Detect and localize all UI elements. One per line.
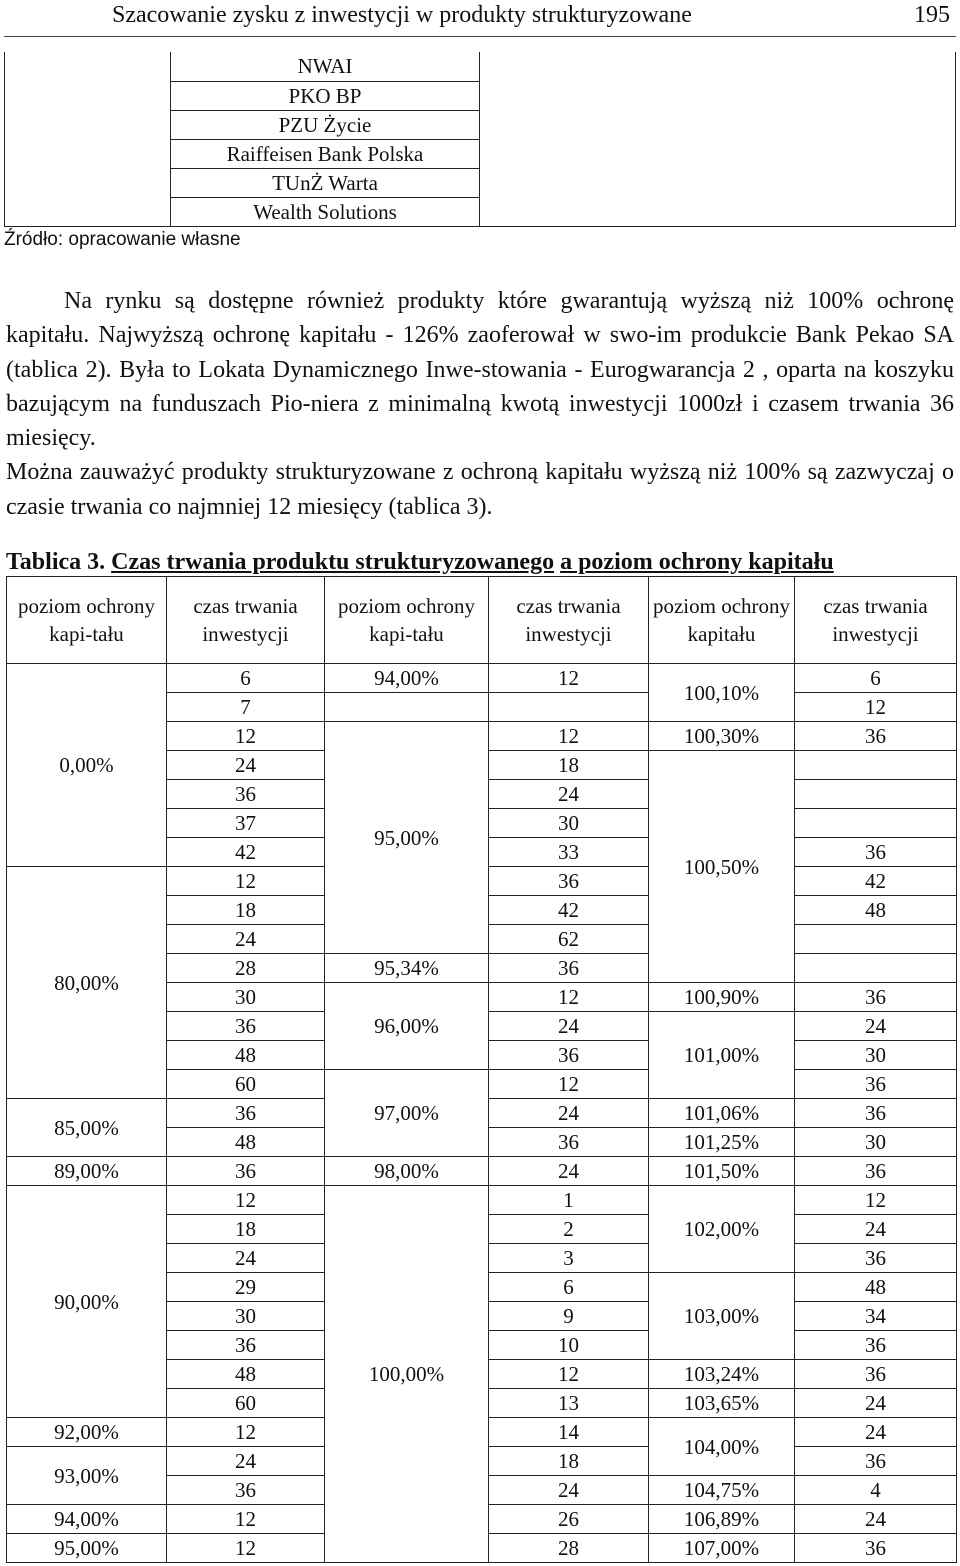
institution-cell: Wealth Solutions [171,197,479,227]
duration-cell: 24 [795,1389,957,1418]
duration-cell: 18 [489,1447,649,1476]
duration-cell: 36 [167,1331,325,1360]
duration-cell: 36 [167,1476,325,1505]
duration-cell: 37 [167,809,325,838]
duration-cell: 36 [795,1360,957,1389]
level-cell: 95,34% [325,954,489,983]
duration-cell [795,809,957,838]
duration-cell: 24 [795,1012,957,1041]
duration-cell: 12 [167,1186,325,1215]
paragraph-1: Na rynku są dostępne również produkty które gwarantują wyższą niż 100% ochronę kapitału. Najwyższą ochronę kapitału - 126% zaoferował w swo-im produkcie Bank Pekao SA (tablica 2). Była to Lokata Dynamicznego Inwe-stowania - Eurogwarancja 2 , oparta na koszyku bazującym na funduszach Pio-niera z minimalną kwotą inwestycji 1000zł i czasem trwania 36 miesięcy. [6,288,954,452]
institution-cell: TUnŻ Warta [171,168,479,198]
duration-cell: 24 [167,1244,325,1273]
duration-cell: 24 [795,1418,957,1447]
duration-cell [795,925,957,954]
level-cell: 95,00% [325,722,489,954]
duration-cell: 12 [489,983,649,1012]
duration-cell: 60 [167,1070,325,1099]
duration-cell: 48 [795,896,957,925]
page-number: 195 [914,2,950,28]
duration-cell: 28 [489,1534,649,1563]
duration-cell: 42 [167,838,325,867]
running-title: Szacowanie zysku z inwestycji w produkty strukturyzowane [112,2,692,28]
table-caption-tail: a poziom ochrony kapitału [560,549,834,575]
body-paragraph [6,284,954,524]
duration-cell: 36 [795,1244,957,1273]
level-cell: 103,00% [649,1273,795,1360]
duration-cell: 10 [489,1331,649,1360]
header-duration-1: czas trwania inwestycji [167,577,325,664]
duration-cell: 36 [167,1099,325,1128]
duration-cell: 30 [795,1041,957,1070]
level-cell: 92,00% [7,1418,167,1447]
duration-cell: 30 [489,809,649,838]
duration-cell: 1 [489,1186,649,1215]
duration-cell: 48 [795,1273,957,1302]
duration-cell: 6 [167,664,325,693]
duration-cell: 36 [489,867,649,896]
institutions-table-frame [4,52,956,227]
duration-cell: 48 [167,1041,325,1070]
level-cell: 101,50% [649,1157,795,1186]
duration-cell: 26 [489,1505,649,1534]
institution-cell: Raiffeisen Bank Polska [171,139,479,169]
level-cell: 94,00% [7,1505,167,1534]
duration-cell: 24 [489,1012,649,1041]
duration-cell: 7 [167,693,325,722]
duration-cell: 12 [795,1186,957,1215]
duration-cell: 36 [795,1331,957,1360]
duration-cell: 42 [489,896,649,925]
level-cell: 100,30% [649,722,795,751]
duration-cell: 36 [167,1157,325,1186]
level-cell: 80,00% [7,867,167,1099]
duration-cell: 36 [795,983,957,1012]
duration-cell: 36 [795,1099,957,1128]
duration-cell: 36 [489,1128,649,1157]
duration-cell: 24 [795,1505,957,1534]
duration-cell: 12 [167,722,325,751]
header-level-1: poziom ochrony kapi-tału [7,577,167,664]
level-cell: 101,00% [649,1012,795,1099]
duration-cell: 36 [489,954,649,983]
duration-cell: 29 [167,1273,325,1302]
duration-cell: 60 [167,1389,325,1418]
level-cell: 93,00% [7,1447,167,1505]
level-cell: 102,00% [649,1186,795,1273]
duration-cell: 24 [167,1447,325,1476]
duration-cell: 36 [795,1157,957,1186]
duration-cell: 6 [795,664,957,693]
duration-cell: 36 [795,838,957,867]
source-note: Źródło: opracowanie własne [4,229,241,250]
duration-cell: 24 [489,1157,649,1186]
duration-cell: 36 [167,780,325,809]
level-cell: 100,10% [649,664,795,722]
duration-cell [795,751,957,780]
duration-cell: 36 [167,1012,325,1041]
duration-cell: 24 [489,1476,649,1505]
duration-cell [795,780,957,809]
duration-cell: 36 [795,1447,957,1476]
page-header [0,0,960,40]
duration-cell: 36 [489,1041,649,1070]
level-cell: 94,00% [325,664,489,693]
level-cell: 0,00% [7,664,167,867]
duration-cell: 12 [489,722,649,751]
header-rule [4,36,956,37]
institution-cell: PZU Życie [171,110,479,140]
duration-cell: 30 [167,983,325,1012]
level-cell: 103,65% [649,1389,795,1418]
duration-cell: 34 [795,1302,957,1331]
level-cell: 101,06% [649,1099,795,1128]
paragraph-2: Można zauważyć produkty strukturyzowane z ochroną kapitału wyższą niż 100% są zazwyczaj o czasie trwania co najmniej 12 miesięcy (tablica 3). [6,459,954,520]
duration-cell: 2 [489,1215,649,1244]
duration-cell: 48 [167,1360,325,1389]
level-cell: 100,50% [649,751,795,983]
table-row [7,1157,957,1186]
duration-cell: 14 [489,1418,649,1447]
table-caption-text: Czas trwania produktu strukturyzowanego [111,549,555,575]
duration-cell: 12 [489,1070,649,1099]
table-row [7,664,957,693]
level-cell: 106,89% [649,1505,795,1534]
institution-cell: PKO BP [171,81,479,111]
duration-cell: 36 [795,1070,957,1099]
level-cell: 107,00% [649,1534,795,1563]
duration-cell: 24 [167,751,325,780]
duration-cell: 12 [167,1505,325,1534]
duration-cell: 9 [489,1302,649,1331]
data-table [6,576,957,1563]
level-cell: 104,75% [649,1476,795,1505]
level-cell: 95,00% [7,1534,167,1563]
level-cell: 90,00% [7,1186,167,1418]
duration-cell: 12 [167,867,325,896]
duration-cell: 24 [167,925,325,954]
duration-cell [795,954,957,983]
level-cell: 85,00% [7,1099,167,1157]
duration-cell: 42 [795,867,957,896]
duration-cell: 6 [489,1273,649,1302]
table-caption [6,549,834,576]
duration-cell: 30 [167,1302,325,1331]
institution-cell: NWAI [297,54,353,78]
level-cell: 100,00% [325,1186,489,1563]
table-caption-label: Tablica 3. [6,549,106,575]
duration-cell: 12 [795,693,957,722]
header-level-3: poziom ochrony kapitału [649,577,795,664]
duration-cell: 30 [795,1128,957,1157]
duration-cell: 36 [795,722,957,751]
duration-cell: 48 [167,1128,325,1157]
header-duration-3: czas trwania inwestycji [795,577,957,664]
level-cell: 100,90% [649,983,795,1012]
level-cell: 96,00% [325,983,489,1070]
duration-cell [489,693,649,722]
duration-cell: 12 [167,1418,325,1447]
duration-cell: 18 [489,751,649,780]
level-cell: 97,00% [325,1070,489,1157]
duration-cell: 62 [489,925,649,954]
duration-cell: 3 [489,1244,649,1273]
level-cell [325,693,489,722]
duration-cell: 4 [795,1476,957,1505]
header-level-2: poziom ochrony kapi-tału [325,577,489,664]
duration-cell: 18 [167,896,325,925]
duration-cell: 13 [489,1389,649,1418]
duration-cell: 36 [795,1534,957,1563]
duration-cell: 18 [167,1215,325,1244]
table-header-row [7,577,957,664]
duration-cell: 12 [167,1534,325,1563]
level-cell: 89,00% [7,1157,167,1186]
duration-cell: 28 [167,954,325,983]
institutions-column [170,52,480,226]
level-cell: 104,00% [649,1418,795,1476]
duration-cell: 24 [489,1099,649,1128]
level-cell: 98,00% [325,1157,489,1186]
duration-cell: 33 [489,838,649,867]
duration-cell: 24 [795,1215,957,1244]
duration-cell: 24 [489,780,649,809]
level-cell: 103,24% [649,1360,795,1389]
level-cell: 101,25% [649,1128,795,1157]
header-duration-2: czas trwania inwestycji [489,577,649,664]
duration-cell: 12 [489,664,649,693]
duration-cell: 12 [489,1360,649,1389]
table-row [7,1186,957,1215]
